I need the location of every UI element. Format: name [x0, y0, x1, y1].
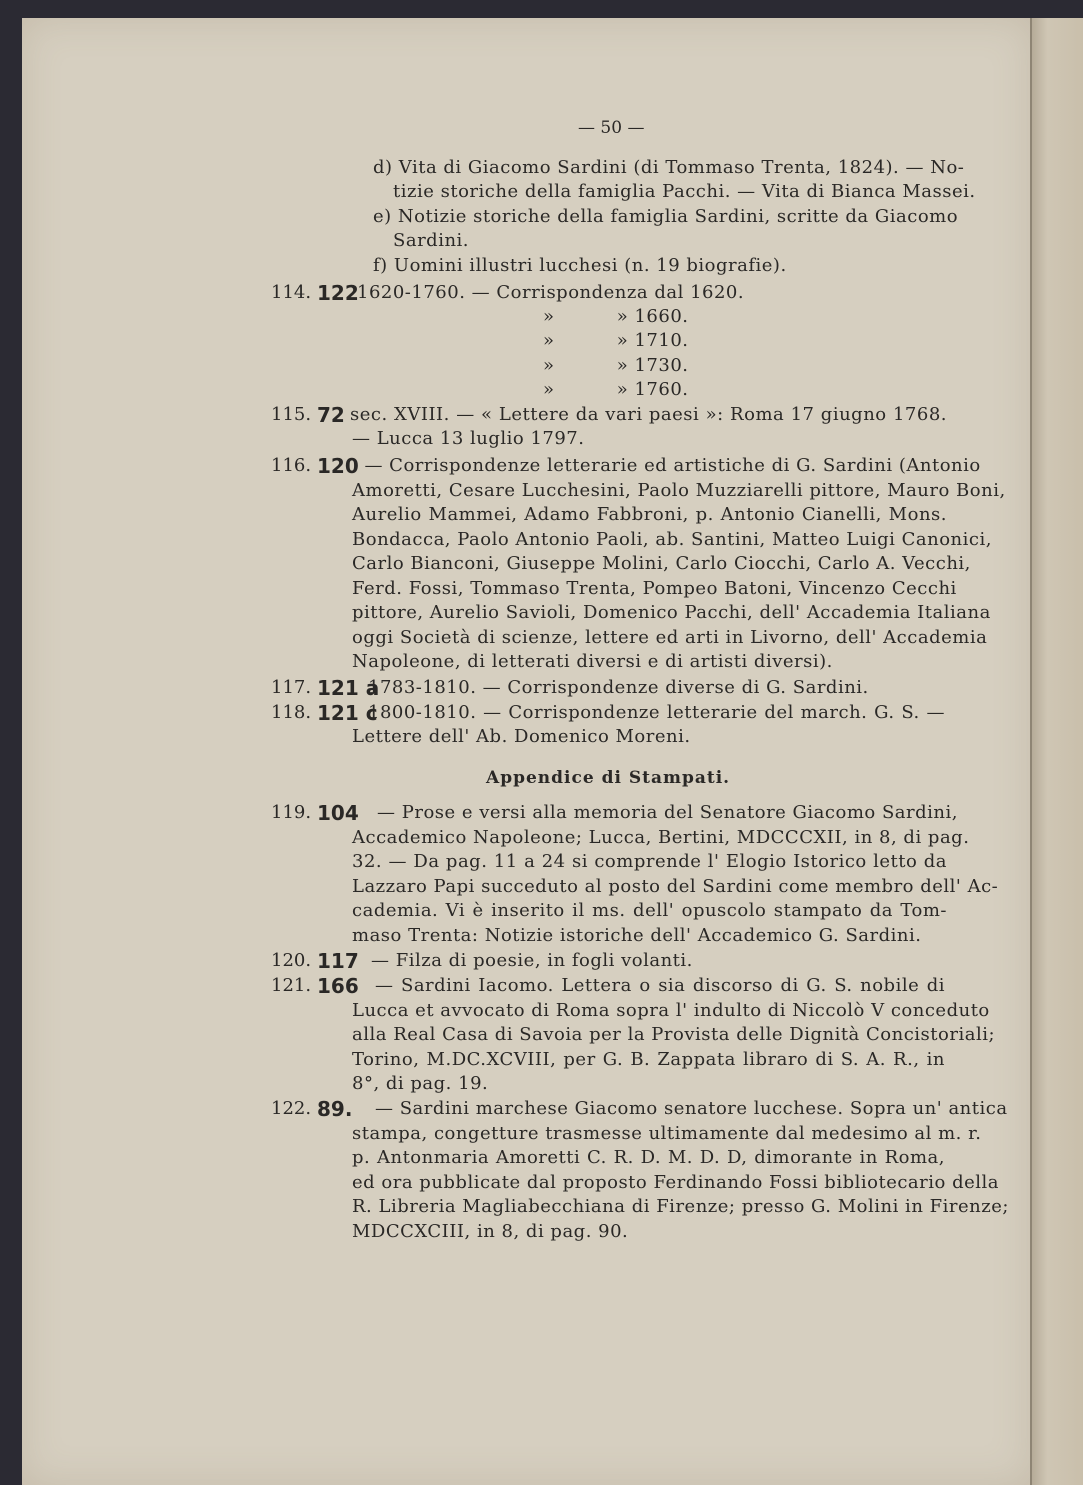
entry-number: 114. [271, 282, 312, 303]
text-line: cademia. Vi è inserito il ms. dell' opuscolo stampato da Tom- [352, 900, 947, 921]
entry-number: 115. [271, 404, 312, 425]
text-line: — Sardini Iacomo. Lettera o sia discorso di G. S. nobile di [375, 975, 945, 996]
text-line: Accademico Napoleone; Lucca, Bertini, MDCCCXII, in 8, di pag. [352, 827, 970, 848]
next-page-edge [1032, 18, 1083, 1485]
text-line: Lazzaro Papi succeduto al posto del Sardini come membro dell' Ac- [352, 876, 999, 897]
entry-ref: 122 [317, 281, 359, 305]
entry-ref: 117 [317, 949, 359, 973]
entry-number: 122. [271, 1098, 312, 1119]
text-line: f) Uomini illustri lucchesi (n. 19 biografie). [373, 255, 787, 276]
entry-ref: 104 [317, 801, 359, 825]
entry-ref: 72 [317, 403, 345, 427]
entry-number: 121. [271, 975, 312, 996]
text-line: — Sardini marchese Giacomo senatore lucchese. Sopra un' antica [375, 1098, 1008, 1119]
text-line: Aurelio Mammei, Adamo Fabbroni, p. Antonio Cianelli, Mons. [352, 504, 947, 525]
text-line: 1620-1760. — Corrispondenza dal 1620. [357, 282, 745, 303]
text-line: alla Real Casa di Savoia per la Provista delle Dignità Concistoriali; [352, 1024, 996, 1045]
section-heading: Appendice di Stampati. [486, 768, 731, 788]
entry-number: 119. [271, 802, 312, 823]
text-line: Ferd. Fossi, Tommaso Trenta, Pompeo Batoni, Vincenzo Cecchi [352, 578, 957, 599]
text-line: maso Trenta: Notizie istoriche dell' Accademico G. Sardini. [352, 925, 922, 946]
text-line: sec. XVIII. — « Lettere da vari paesi »: Roma 17 giugno 1768. [350, 404, 947, 425]
text-line: Lettere dell' Ab. Domenico Moreni. [352, 726, 691, 747]
text-line: Napoleone, di letterati diversi e di artisti diversi). [352, 651, 833, 672]
text-line: » » 1730. [543, 355, 689, 376]
text-line: — Filza di poesie, in fogli volanti. [371, 950, 693, 971]
text-line: oggi Società di scienze, lettere ed arti in Livorno, dell' Accademia [352, 627, 988, 648]
text-line: stampa, congetture trasmesse ultimamente dal medesimo al m. r. [352, 1123, 982, 1144]
text-line: 1800-1810. — Corrispondenze letterarie del march. G. S. — [368, 702, 945, 723]
entry-ref: 121 a [317, 676, 380, 700]
text-line: — Prose e versi alla memoria del Senatore Giacomo Sardini, [377, 802, 958, 823]
text-line: R. Libreria Magliabecchiana di Firenze; presso G. Molini in Firenze; [352, 1196, 1009, 1217]
entry-ref: 120 [317, 454, 359, 478]
text-line: Sardini. [393, 230, 470, 251]
text-line: » » 1760. [543, 379, 689, 400]
text-line: Bondacca, Paolo Antonio Paoli, ab. Santini, Matteo Luigi Canonici, [352, 529, 992, 550]
text-line: 1783-1810. — Corrispondenze diverse di G. Sardini. [368, 677, 869, 698]
text-line: » » 1710. [543, 330, 689, 351]
text-line: d) Vita di Giacomo Sardini (di Tommaso Trenta, 1824). — No- [373, 157, 965, 178]
text-line: tizie storiche della famiglia Pacchi. — Vita di Bianca Massei. [393, 181, 976, 202]
entry-number: 120. [271, 950, 312, 971]
text-line: Torino, M.DC.XCVIII, per G. B. Zappata libraro di S. A. R., in [352, 1049, 945, 1070]
entry-ref: 166 [317, 974, 359, 998]
text-line: MDCCXCIII, in 8, di pag. 90. [352, 1221, 629, 1242]
text-line: Amoretti, Cesare Lucchesini, Paolo Muzziarelli pittore, Mauro Boni, [352, 480, 1006, 501]
entry-ref: 121 c [317, 701, 378, 725]
text-line: 8°, di pag. 19. [352, 1073, 489, 1094]
text-line: p. Antonmaria Amoretti C. R. D. M. D. D, dimorante in Roma, [352, 1147, 945, 1168]
text-line: . — Corrispondenze letterarie ed artistiche di G. Sardini (Antonio [352, 455, 981, 476]
document-page [22, 18, 1032, 1485]
text-line: pittore, Aurelio Savioli, Domenico Pacchi, dell' Accademia Italiana [352, 602, 991, 623]
text-line: 32. — Da pag. 11 a 24 si comprende l' Elogio Istorico letto da [352, 851, 947, 872]
entry-number: 116. [271, 455, 312, 476]
text-line: Carlo Bianconi, Giuseppe Molini, Carlo Ciocchi, Carlo A. Vecchi, [352, 553, 971, 574]
entry-number: 117. [271, 677, 312, 698]
text-line: — Lucca 13 luglio 1797. [352, 428, 585, 449]
page-number: — 50 — [578, 118, 645, 138]
entry-ref: 89. [317, 1097, 353, 1121]
text-line: » » 1660. [543, 306, 689, 327]
text-line: ed ora pubblicate dal proposto Ferdinando Fossi bibliotecario della [352, 1172, 999, 1193]
text-line: Lucca et avvocato di Roma sopra l' indulto di Niccolò V conceduto [352, 1000, 990, 1021]
text-line: e) Notizie storiche della famiglia Sardini, scritte da Giacomo [373, 206, 959, 227]
entry-number: 118. [271, 702, 312, 723]
